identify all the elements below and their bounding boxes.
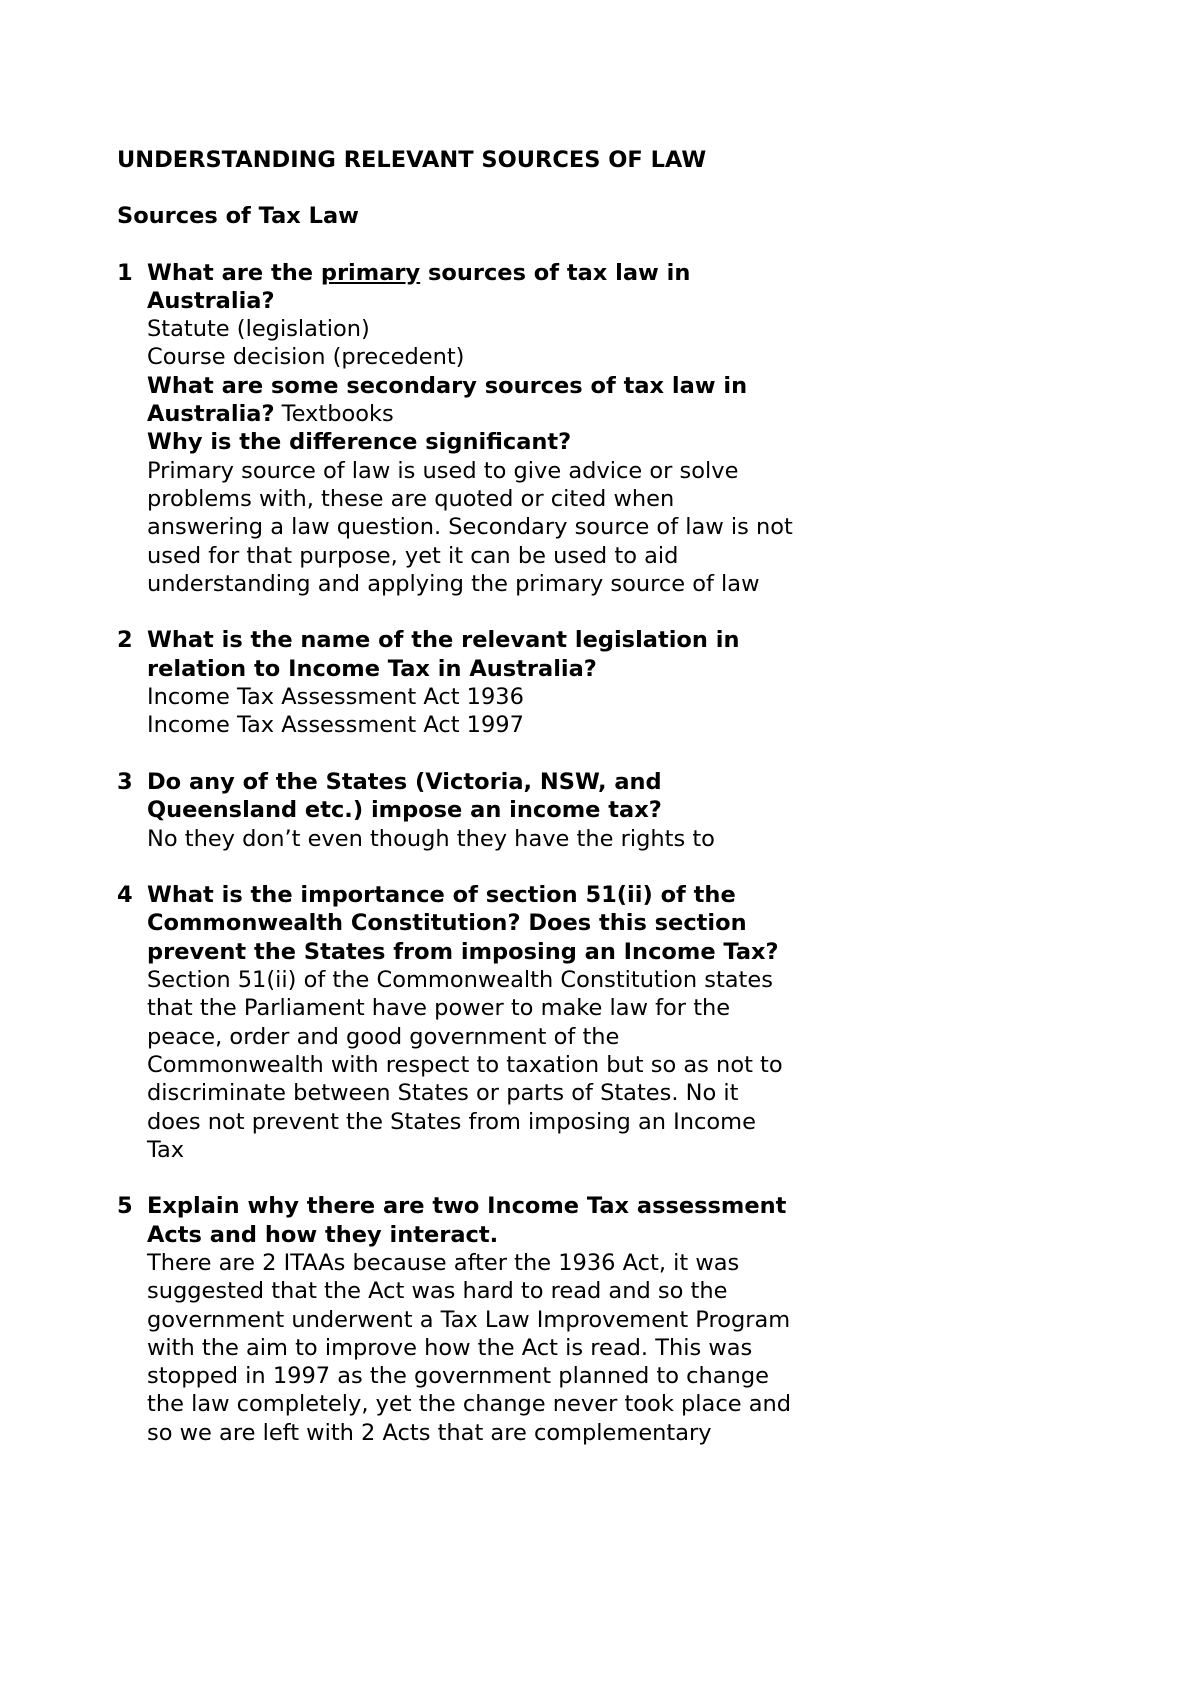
question-number: 5 [117, 1193, 133, 1220]
question-number: 3 [117, 768, 133, 795]
question-text: Why is the difference significant? [147, 429, 572, 456]
question-item-2 [117, 626, 797, 739]
answer-line: Statute (legislation) [147, 316, 370, 343]
question-text: What are some secondary sources of tax law in Australia? [147, 372, 748, 428]
question-text: Explain why there are two Income Tax assessment Acts and how they interact. [147, 1193, 787, 1248]
question-text: Do any of the States (Victoria, NSW, and Queensland etc.) impose an income tax? [147, 768, 662, 824]
question-text: What is the importance of section 51(ii) of the Commonwealth Constitution? Does this section prevent the States from imposing an Income Tax? [147, 882, 779, 965]
document-title: UNDERSTANDING RELEVANT SOURCES OF LAW [117, 147, 707, 173]
question-body [147, 881, 797, 1164]
answer-line: Income Tax Assessment Act 1936 [147, 684, 524, 711]
question-number: 4 [117, 882, 133, 909]
answer-text: Section 51(ii) of the Commonwealth Constitution states that the Parliament have power to make law for the peace, order and good government of the Commonwealth with respect to taxation but so as not to discriminate between States or parts of States. No it does not prevent the States from imposing an Income Tax [147, 967, 783, 1163]
answer-text: No they don’t even though they have the rights to [147, 825, 715, 852]
question-text: What is the name of the relevant legislation in relation to Income Tax in Australia? [147, 627, 740, 682]
answer-text: Textbooks [274, 401, 394, 428]
question-item-1 [117, 259, 797, 599]
section-heading: Sources of Tax Law [117, 203, 359, 230]
question-body [147, 259, 797, 599]
answer-line: Course decision (precedent) [147, 344, 465, 371]
question-body [147, 626, 797, 739]
answer-text: There are 2 ITAAs because after the 1936 Act, it was suggested that the Act was hard to read and so the government underwent a Tax Law Improvement Program with the aim to improve how the Act is read. This was stopped in 1997 as the government planned to change the law completely, yet the change never took place and so we are left with 2 Acts that are complementary [147, 1249, 792, 1446]
question-item-4 [117, 881, 797, 1164]
question-body [147, 1192, 797, 1447]
underlined-word: primary [320, 259, 421, 286]
question-item-3 [117, 768, 797, 853]
answer-line: Income Tax Assessment Act 1997 [147, 712, 524, 739]
question-body [147, 768, 797, 853]
answer-text: Primary source of law is used to give advice or solve problems with, these are quoted or cited when answering a law question. Secondary source of law is not used for that purpose, yet it can be used to aid understanding and applying the primary source of law [147, 457, 793, 597]
question-text-part: What are the [147, 259, 321, 286]
document-page [117, 146, 797, 1475]
question-item-5 [117, 1192, 797, 1447]
question-number: 2 [117, 627, 133, 654]
question-text-part: sources of tax law in Australia? [147, 259, 691, 314]
question-number: 1 [117, 259, 133, 286]
question-text [147, 260, 690, 314]
